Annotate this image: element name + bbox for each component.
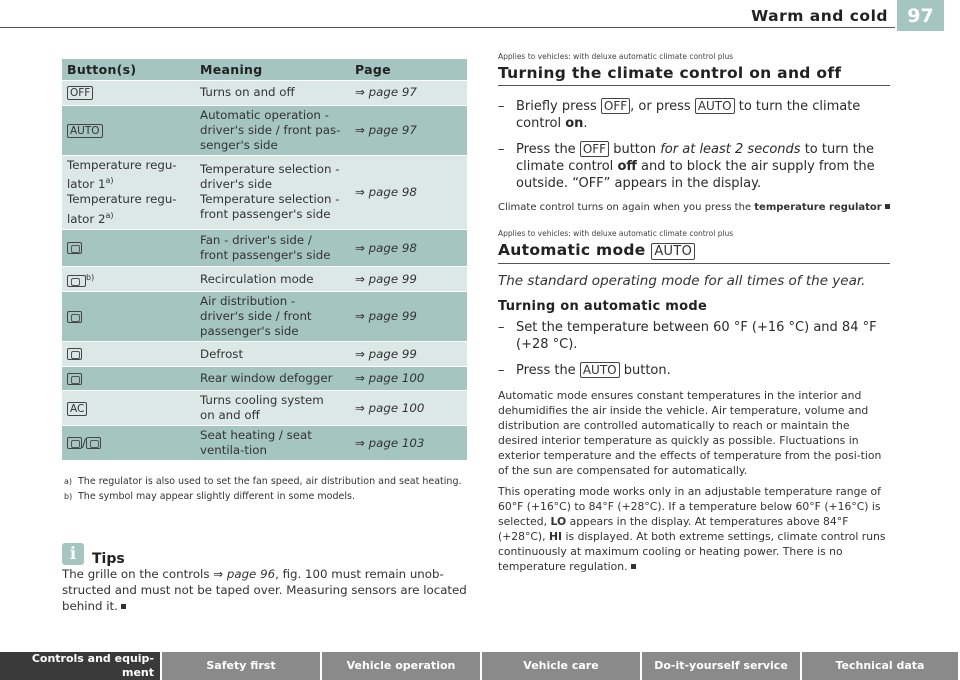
page-number: 97 (897, 0, 944, 31)
air-distribution-icon (67, 311, 82, 323)
recirculation-icon (67, 275, 86, 287)
table-cell: Air distribution - driver's side / front passenger's side (195, 292, 347, 342)
tips-label: Tips (92, 551, 125, 567)
table-header: Button(s) (62, 59, 195, 80)
nav-tab-controls[interactable]: Controls and equip-ment (0, 652, 160, 680)
page-ref[interactable]: ⇒ page 98 (347, 230, 467, 267)
table-row (62, 105, 467, 155)
table-cell: Temperature regu-lator 1$^{a)}$ (67, 157, 177, 191)
ac-key-icon: AC (67, 402, 87, 416)
rear-defogger-icon (67, 373, 82, 385)
applies-note: Applies to vehicles: with deluxe automatic climate control plus (498, 52, 734, 61)
button-table (62, 59, 467, 460)
page-ref[interactable]: ⇒ page 99 (347, 342, 467, 367)
list-item: – Press the OFF button for at least 2 seconds to turn the climate control off and to block the air supply from the outside. “OFF” appears in the display. (498, 141, 890, 192)
end-mark-icon (121, 604, 126, 609)
table-cell: Defrost (195, 342, 347, 367)
page-ref[interactable]: ⇒ page 97 (347, 80, 467, 105)
table-cell: Recirculation mode (195, 267, 347, 292)
table-header: Page (347, 59, 467, 80)
auto-key-icon: AUTO (695, 98, 735, 114)
chapter-nav (0, 652, 960, 680)
seat-heating-icon (67, 437, 82, 449)
table-row: / Seat heating / seat ventila-tion ⇒ page 103 (62, 426, 467, 461)
applies-note: Applies to vehicles: with deluxe automatic climate control plus (498, 229, 734, 238)
section-title: Automatic mode AUTO (498, 241, 890, 264)
table-row (62, 80, 467, 105)
table-cell: Seat heating / seat ventila-tion (195, 426, 347, 461)
seat-ventilation-icon (86, 437, 101, 449)
subsection-title: Turning on automatic mode (498, 299, 708, 314)
table-header: Meaning (195, 59, 347, 80)
instruction-list (498, 98, 890, 192)
fan-icon (67, 242, 82, 254)
table-cell: Turns on and off (195, 80, 347, 105)
section-title: Turning the climate control on and off (498, 64, 890, 86)
end-mark-icon (631, 564, 636, 569)
instruction-list (498, 319, 890, 379)
tips-heading (62, 541, 125, 567)
page-ref[interactable]: ⇒ page 98 (347, 155, 467, 230)
end-mark-icon (885, 204, 890, 209)
nav-tab-vehicle-care[interactable]: Vehicle care (482, 652, 640, 680)
nav-tab-technical-data[interactable]: Technical data (802, 652, 958, 680)
table-row (62, 292, 467, 342)
table-cell: Temperature selection - driver's side (200, 162, 340, 192)
footnote: b) The symbol may appear slightly different in some models. (64, 491, 355, 502)
auto-key-icon: AUTO (651, 243, 695, 260)
table-cell: Automatic operation - driver's side / front pas-senger's side (195, 105, 347, 155)
auto-key-icon: AUTO (580, 362, 620, 378)
table-cell: Fan - driver's side / front passenger's side (195, 230, 347, 267)
page-ref[interactable]: ⇒ page 97 (347, 105, 467, 155)
table-cell: Temperature regu-lator 2$^{a)}$ (67, 192, 177, 226)
nav-tab-diy-service[interactable]: Do-it-yourself service (642, 652, 800, 680)
body-paragraph: Automatic mode ensures constant temperatures in the interior and dehumidifies the air inside the vehicle. Air temperature, volume and distribution are controlled automatically to reach or maintain the desired interior temperature as quickly as possible. Fluctuations in exterior temperature and the effects of temperature from the posi-tion of the sun are compensated for automatically. (498, 389, 882, 477)
body-paragraph: This operating mode works only in an adjustable temperature range of 60°F (+16°C) to 84°F (+28°C). If a temperature below 60°F (+16°C) is selected, LO appears in the display. At temperatures above 84°F (+28°C), HI is displayed. At both extreme settings, climate control runs continuously at maximum cooling or heating power. There is no temperature regulation. (498, 485, 886, 573)
page-ref[interactable]: ⇒ page 99 (347, 292, 467, 342)
note-text: Climate control turns on again when you press the temperature regulator (498, 201, 890, 215)
page-ref[interactable]: ⇒ page 100 (347, 367, 467, 391)
table-cell: Turns cooling system on and off (195, 391, 347, 426)
table-row: $^{b)}$ Recirculation mode ⇒ page 99 (62, 267, 467, 292)
defrost-icon (67, 348, 82, 360)
table-row (62, 230, 467, 267)
tips-text: The grille on the controls ⇒ page 96, fig. 100 must remain unob-structed and must not be taped over. Measuring sensors are located behind it. (62, 567, 467, 613)
page-ref[interactable]: ⇒ page 103 (347, 426, 467, 461)
table-header-row (62, 59, 467, 80)
table-row (62, 367, 467, 391)
off-key-icon: OFF (580, 141, 609, 157)
nav-tab-safety[interactable]: Safety first (162, 652, 320, 680)
list-item: – Press the AUTO button. (498, 362, 890, 379)
right-column (498, 52, 890, 574)
table-cell: Temperature selection - front passenger's side (200, 192, 340, 222)
section-lead: The standard operating mode for all times of the year. (498, 273, 866, 289)
off-key-icon: OFF (601, 98, 630, 114)
header-rule (0, 27, 895, 28)
table-row (62, 342, 467, 367)
info-icon: i (62, 543, 84, 565)
auto-key-icon: AUTO (67, 124, 103, 138)
table-row (62, 155, 467, 230)
list-item: – Briefly press OFF , or press AUTO to turn the climate control on. (498, 98, 890, 132)
table-footnotes (64, 476, 464, 506)
nav-tab-vehicle-operation[interactable]: Vehicle operation (322, 652, 480, 680)
list-item: – Set the temperature between 60 °F (+16 °C) and 84 °F (+28 °C). (498, 319, 890, 353)
page-ref[interactable]: ⇒ page 96 (213, 567, 276, 581)
table-cell: Rear window defogger (195, 367, 347, 391)
page-ref[interactable]: ⇒ page 100 (347, 391, 467, 426)
off-key-icon: OFF (67, 86, 93, 100)
page-ref[interactable]: ⇒ page 99 (347, 267, 467, 292)
page-header-title: Warm and cold (751, 7, 888, 25)
footnote: a) The regulator is also used to set the fan speed, air distribution and seat heating. (64, 476, 462, 487)
table-row (62, 391, 467, 426)
